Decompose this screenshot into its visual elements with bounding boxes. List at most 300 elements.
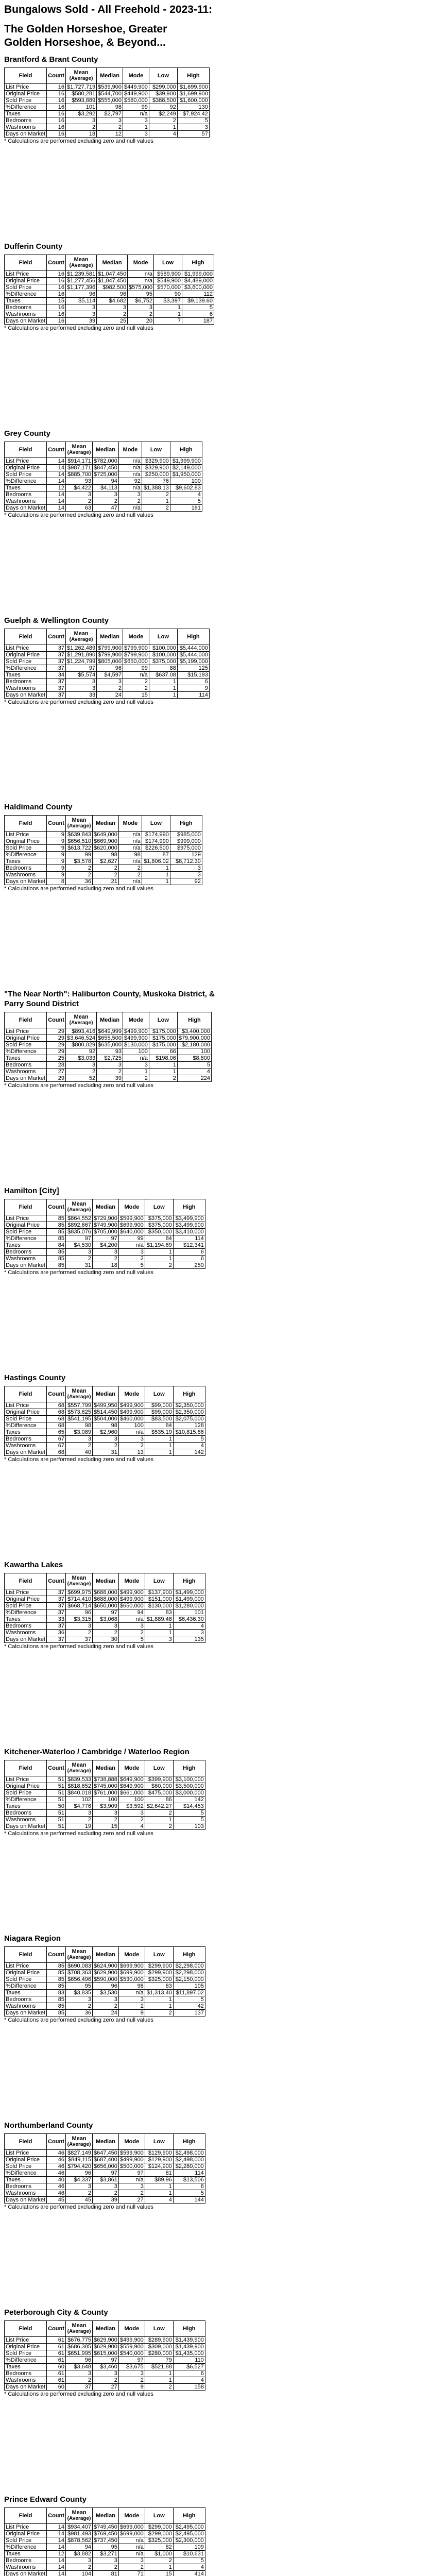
- cell-low: $1,194.69: [145, 1242, 173, 1249]
- cell-high: $10,815.86: [173, 1429, 205, 1435]
- cell-median: $2,627: [93, 858, 119, 865]
- header-median: Median: [97, 1012, 123, 1028]
- page-subtitle: The Golden Horseshoe, Greater Golden Horseshoe, & Beyond...: [4, 23, 167, 48]
- cell-high: 191: [170, 504, 202, 511]
- cell-mode: n/a: [123, 671, 149, 678]
- table-row: [5, 2157, 205, 2163]
- cell-high: 105: [173, 1983, 205, 1990]
- header-high: High: [173, 1199, 205, 1215]
- header-mean-sub: (Average): [67, 2515, 91, 2521]
- cell-mean: 37: [66, 1636, 93, 1642]
- cell-high: $3,410,000: [173, 1229, 205, 1235]
- cell-mean: $4,337: [66, 2177, 93, 2183]
- table-row: [5, 2183, 205, 2190]
- cell-high: 224: [177, 1075, 211, 1082]
- cell-median: 15: [93, 1823, 119, 1829]
- cell-low: 87: [142, 852, 170, 858]
- table-row: [5, 645, 210, 651]
- cell-high: 3: [173, 1629, 205, 1636]
- cell-median: $629,900: [93, 1970, 119, 1976]
- header-mean: [66, 2134, 93, 2150]
- cell-low: 1: [142, 498, 170, 504]
- cell-field: Sold Price: [5, 1415, 47, 1422]
- cell-mode: 3: [123, 117, 149, 124]
- cell-mode: n/a: [118, 2544, 145, 2550]
- table-row: [5, 2163, 205, 2170]
- stats-table: [4, 1573, 205, 1643]
- cell-mean: $835,076: [66, 1229, 93, 1235]
- region-section: [4, 802, 426, 892]
- table-row: [5, 1449, 205, 1455]
- cell-mean: 96: [66, 2170, 93, 2177]
- region-section: [4, 242, 426, 332]
- cell-low: 1: [145, 2370, 173, 2377]
- cell-high: $1,280,000: [173, 1602, 205, 1609]
- cell-field: Days on Market: [5, 504, 47, 511]
- table-row: [5, 2150, 205, 2157]
- table-row: [5, 1235, 205, 1242]
- cell-high: 414: [173, 2570, 205, 2576]
- cell-mode: 99: [123, 665, 149, 671]
- cell-mode: 92: [118, 478, 142, 484]
- table-row: [5, 1222, 205, 1229]
- header-count: Count: [47, 1012, 66, 1028]
- cell-count: 9: [47, 832, 66, 838]
- cell-mean: $849,115: [66, 2157, 93, 2163]
- cell-field: List Price: [5, 645, 47, 651]
- cell-field: Taxes: [5, 111, 47, 117]
- cell-count: 9: [47, 858, 66, 865]
- cell-field: Days on Market: [5, 2570, 47, 2576]
- cell-count: 37: [47, 645, 66, 651]
- cell-mean: 2: [66, 1629, 93, 1636]
- cell-field: Bedrooms: [5, 491, 47, 498]
- cell-high: $1,950,000: [170, 471, 202, 478]
- cell-mean: 96: [66, 2357, 93, 2364]
- table-row: [5, 1609, 205, 1616]
- header-high: High: [173, 1947, 205, 1963]
- cell-field: Sold Price: [5, 2163, 47, 2170]
- region-title: Kawartha Lakes: [4, 1560, 63, 1569]
- header-field: Field: [5, 442, 47, 457]
- cell-high: 114: [177, 691, 209, 698]
- cell-field: Sold Price: [5, 658, 47, 665]
- header-mean-sub: (Average): [69, 76, 93, 81]
- cell-field: Original Price: [5, 464, 47, 471]
- table-row: [5, 2197, 205, 2204]
- cell-median: 18: [93, 1262, 119, 1269]
- cell-mean: $892,667: [66, 1222, 93, 1229]
- cell-mean: 2: [66, 498, 93, 504]
- header-count: Count: [47, 68, 66, 84]
- header-mean-label: Mean: [72, 443, 87, 450]
- cell-field: Washrooms: [5, 1256, 47, 1262]
- cell-median: $504,000: [93, 1415, 119, 1422]
- cell-median: $629,900: [93, 2344, 119, 2350]
- stats-table: [4, 1386, 205, 1456]
- cell-mode: 4: [118, 1823, 145, 1829]
- cell-mean: 98: [66, 1422, 93, 1429]
- header-count: Count: [47, 1199, 66, 1215]
- cell-median: $3,909: [93, 1803, 119, 1809]
- cell-mean: $800,029: [66, 1042, 97, 1048]
- header-high: High: [177, 68, 209, 84]
- cell-mode: n/a: [118, 504, 142, 511]
- cell-mode: n/a: [128, 277, 154, 284]
- cell-high: 5: [173, 2557, 205, 2564]
- cell-count: 14: [47, 464, 66, 471]
- cell-low: $39,900: [149, 91, 177, 97]
- header-median: Median: [97, 255, 128, 270]
- cell-mode: 2: [118, 1816, 145, 1823]
- cell-count: 12: [47, 2550, 66, 2557]
- table-row: [5, 104, 210, 111]
- cell-low: 79: [145, 2357, 173, 2364]
- cell-field: Washrooms: [5, 124, 47, 131]
- cell-median: $749,450: [93, 2523, 119, 2530]
- cell-count: 37: [47, 685, 66, 691]
- cell-count: 67: [47, 1435, 66, 1442]
- cell-mean: 2: [66, 1816, 93, 1823]
- cell-field: List Price: [5, 1028, 47, 1035]
- cell-mean: $1,239,581: [66, 270, 97, 277]
- cell-field: Sold Price: [5, 2350, 47, 2357]
- table-header-row: [5, 1012, 212, 1028]
- cell-field: Sold Price: [5, 1602, 47, 1609]
- cell-count: 27: [47, 1069, 66, 1075]
- cell-median: 3: [93, 1809, 119, 1816]
- cell-mean: 3: [66, 1435, 93, 1442]
- cell-high: 6: [177, 678, 209, 685]
- cell-median: 12: [97, 131, 123, 138]
- cell-count: 51: [47, 1809, 66, 1816]
- table-row: [5, 304, 214, 311]
- cell-low: $130,000: [145, 1602, 173, 1609]
- cell-field: Bedrooms: [5, 2370, 47, 2377]
- region-section: [4, 2308, 426, 2398]
- cell-mode: 5: [118, 1262, 145, 1269]
- cell-mode: 9: [118, 2384, 145, 2391]
- cell-median: 2: [97, 685, 123, 691]
- cell-median: $4,113: [93, 484, 119, 491]
- table-header-row: [5, 1573, 205, 1589]
- table-row: [5, 838, 202, 845]
- header-field: Field: [5, 1573, 47, 1589]
- cell-mode: 1: [123, 124, 149, 131]
- cell-mode: n/a: [123, 111, 149, 117]
- cell-mode: 20: [128, 317, 154, 324]
- cell-count: 65: [47, 1429, 66, 1435]
- cell-field: Washrooms: [5, 1069, 47, 1075]
- header-high: High: [170, 442, 202, 457]
- cell-high: $3,600,000: [182, 284, 214, 291]
- cell-mean: $3,578: [66, 858, 93, 865]
- cell-mean: 3: [66, 678, 97, 685]
- cell-median: $3,068: [93, 1616, 119, 1622]
- cell-count: 28: [47, 1062, 66, 1069]
- cell-field: Washrooms: [5, 1629, 47, 1636]
- cell-mode: n/a: [118, 832, 142, 838]
- header-low: Low: [145, 1947, 173, 1963]
- cell-mode: $599,900: [118, 2150, 145, 2157]
- cell-mean: $4,422: [66, 484, 93, 491]
- cell-field: Bedrooms: [5, 1062, 47, 1069]
- cell-median: 2: [93, 2377, 119, 2384]
- cell-low: $60,000: [145, 1783, 173, 1789]
- cell-mode: 2: [118, 2190, 145, 2197]
- table-row: [5, 1249, 205, 1256]
- cell-count: 37: [47, 1602, 66, 1609]
- cell-low: 15: [145, 2570, 173, 2576]
- cell-field: List Price: [5, 457, 47, 464]
- cell-low: 1: [145, 1996, 173, 2003]
- table-row: [5, 2344, 205, 2350]
- table-row: [5, 311, 214, 317]
- cell-high: 135: [173, 1636, 205, 1642]
- header-mean-sub: (Average): [67, 449, 91, 455]
- cell-median: $590,000: [93, 1976, 119, 1983]
- cell-high: $6,436.30: [173, 1616, 205, 1622]
- cell-mean: $690,083: [66, 1963, 93, 1970]
- cell-mode: n/a: [118, 1429, 145, 1435]
- table-row: [5, 1055, 212, 1062]
- header-mean-label: Mean: [74, 1014, 89, 1021]
- cell-field: Sold Price: [5, 97, 47, 104]
- cell-mode: n/a: [118, 2177, 145, 2183]
- cell-mean: $593,889: [66, 97, 97, 104]
- table-header-row: [5, 2321, 205, 2337]
- cell-high: 5: [173, 1996, 205, 2003]
- region-title: Peterborough City & County: [4, 2308, 108, 2317]
- cell-mode: 9: [118, 2010, 145, 2016]
- cell-mean: $839,533: [66, 1776, 93, 1783]
- cell-count: 46: [47, 2163, 66, 2170]
- table-row: [5, 2350, 205, 2357]
- header-mean: [66, 816, 93, 832]
- cell-low: $151,000: [145, 1596, 173, 1602]
- cell-low: 82: [145, 2544, 173, 2550]
- cell-count: 85: [47, 1996, 66, 2003]
- table-row: [5, 504, 202, 511]
- cell-high: 137: [173, 2010, 205, 2016]
- cell-mode: 98: [118, 852, 142, 858]
- cell-mode: 2: [118, 872, 142, 878]
- cell-field: Bedrooms: [5, 1249, 47, 1256]
- cell-count: 85: [47, 1983, 66, 1990]
- cell-median: 2: [93, 498, 119, 504]
- cell-count: 51: [47, 1796, 66, 1803]
- table-header-row: [5, 255, 214, 270]
- header-field: Field: [5, 1199, 47, 1215]
- cell-mode: 2: [118, 1256, 145, 1262]
- table-body: [5, 1776, 205, 1829]
- cell-low: 81: [145, 2170, 173, 2177]
- table-header-row: [5, 1760, 205, 1776]
- cell-low: $198.06: [149, 1055, 177, 1062]
- cell-mean: 101: [66, 104, 97, 111]
- cell-low: $299,900: [145, 1970, 173, 1976]
- cell-field: Bedrooms: [5, 2557, 47, 2564]
- cell-mean: $3,835: [66, 1990, 93, 1996]
- cell-mode: $3,592: [118, 1803, 145, 1809]
- cell-low: $521.88: [145, 2364, 173, 2370]
- footnote: * Calculations are performed excluding zero and null values: [4, 512, 153, 518]
- header-mode: Mode: [118, 1947, 145, 1963]
- header-mean-sub: (Average): [67, 1394, 91, 1400]
- cell-high: 4: [177, 1069, 211, 1075]
- footnote: * Calculations are performed excluding zero and null values: [4, 1830, 153, 1837]
- table-body: [5, 2150, 205, 2204]
- table-row: [5, 1035, 212, 1042]
- cell-median: 97: [93, 1235, 119, 1242]
- cell-low: $175,000: [149, 1042, 177, 1048]
- table-row: [5, 2190, 205, 2197]
- cell-mode: n/a: [118, 858, 142, 865]
- header-low: Low: [145, 1760, 173, 1776]
- cell-high: 4: [173, 1622, 205, 1629]
- header-mean-label: Mean: [72, 2509, 87, 2516]
- cell-median: $629,900: [93, 2337, 119, 2344]
- header-mean: [66, 1386, 93, 1402]
- cell-median: $769,450: [93, 2530, 119, 2537]
- cell-mean: 2: [66, 2564, 93, 2570]
- cell-field: Days on Market: [5, 131, 47, 138]
- cell-count: 16: [47, 84, 66, 91]
- cell-low: $1,000: [145, 2550, 173, 2557]
- cell-count: 29: [47, 1042, 66, 1048]
- cell-mean: 36: [66, 2010, 93, 2016]
- cell-count: 68: [47, 1402, 66, 1409]
- cell-mode: $799,900: [123, 645, 149, 651]
- cell-high: 6: [182, 311, 214, 317]
- cell-count: 16: [47, 104, 66, 111]
- cell-field: Original Price: [5, 1783, 47, 1789]
- cell-count: 61: [47, 2344, 66, 2350]
- table-row: [5, 284, 214, 291]
- cell-count: 68: [47, 1422, 66, 1429]
- cell-high: $8,800: [177, 1055, 211, 1062]
- cell-low: 2: [145, 2010, 173, 2016]
- cell-median: 3: [97, 117, 123, 124]
- cell-median: $725,000: [93, 471, 119, 478]
- cell-field: Bedrooms: [5, 117, 47, 124]
- cell-median: $647,450: [93, 2150, 119, 2157]
- cell-field: %Difference: [5, 1422, 47, 1429]
- header-count: Count: [47, 629, 66, 645]
- cell-count: 37: [47, 691, 66, 698]
- stats-table: [4, 442, 202, 512]
- cell-high: 100: [170, 478, 202, 484]
- cell-field: Taxes: [5, 1429, 47, 1435]
- header-low: Low: [142, 816, 170, 832]
- cell-high: $1,699,900: [177, 91, 209, 97]
- cell-median: $805,000: [97, 658, 123, 665]
- cell-mode: 1: [123, 1069, 149, 1075]
- cell-mode: n/a: [118, 1242, 145, 1249]
- cell-field: Bedrooms: [5, 678, 47, 685]
- table-row: [5, 678, 210, 685]
- cell-median: 30: [93, 1636, 119, 1642]
- cell-median: 3: [93, 1622, 119, 1629]
- table-row: [5, 872, 202, 878]
- cell-mean: 31: [66, 1262, 93, 1269]
- table-row: [5, 1803, 205, 1809]
- stats-table: [4, 2320, 205, 2391]
- cell-median: 2: [93, 1256, 119, 1262]
- cell-field: List Price: [5, 1215, 47, 1222]
- cell-mode: $649,900: [118, 1783, 145, 1789]
- cell-low: 76: [142, 478, 170, 484]
- cell-mode: $650,000: [118, 1602, 145, 1609]
- cell-median: 2: [97, 124, 123, 131]
- cell-mean: $840,018: [66, 1789, 93, 1796]
- cell-median: $1,047,450: [97, 270, 128, 277]
- stats-table: [4, 2133, 205, 2204]
- cell-count: 85: [47, 1970, 66, 1976]
- table-body: [5, 1215, 205, 1269]
- header-mean: [66, 442, 93, 457]
- cell-low: $329,900: [142, 457, 170, 464]
- cell-mean: $827,149: [66, 2150, 93, 2157]
- table-header-row: [5, 1947, 205, 1963]
- cell-low: $570,000: [154, 284, 182, 291]
- header-median: Median: [93, 2507, 119, 2523]
- cell-mean: 33: [66, 691, 97, 698]
- cell-mean: 3: [66, 685, 97, 691]
- cell-count: 25: [47, 1055, 66, 1062]
- header-count: Count: [47, 1573, 66, 1589]
- cell-median: 97: [93, 2357, 119, 2364]
- cell-mode: 2: [128, 311, 154, 317]
- cell-high: $12,341: [173, 1242, 205, 1249]
- region-section: [4, 1934, 426, 2024]
- cell-low: 7: [154, 317, 182, 324]
- cell-high: 5: [177, 1062, 211, 1069]
- cell-count: 61: [47, 2357, 66, 2364]
- cell-median: 2: [93, 2564, 119, 2570]
- cell-count: 16: [47, 317, 66, 324]
- cell-median: 100: [93, 1796, 119, 1803]
- header-count: Count: [47, 2507, 66, 2523]
- table-row: [5, 858, 202, 865]
- cell-mean: $1,262,489: [66, 645, 97, 651]
- cell-mean: $893,416: [66, 1028, 97, 1035]
- cell-mode: 3: [123, 131, 149, 138]
- cell-count: 14: [47, 2530, 66, 2537]
- cell-count: 40: [47, 2177, 66, 2183]
- cell-mode: 97: [118, 2170, 145, 2177]
- cell-low: 1: [145, 1249, 173, 1256]
- cell-field: Days on Market: [5, 1075, 47, 1082]
- cell-field: %Difference: [5, 291, 47, 297]
- cell-median: 3: [93, 1996, 119, 2003]
- cell-field: Sold Price: [5, 845, 47, 852]
- cell-field: Taxes: [5, 1242, 47, 1249]
- cell-median: 39: [93, 2197, 119, 2204]
- header-mean-sub: (Average): [69, 636, 93, 642]
- cell-low: $174,990: [142, 838, 170, 845]
- header-median: Median: [93, 1947, 119, 1963]
- cell-mode: $499,900: [123, 1028, 149, 1035]
- cell-mean: $4,776: [66, 1803, 93, 1809]
- cell-median: $749,900: [93, 1222, 119, 1229]
- cell-median: 97: [93, 1609, 119, 1616]
- header-mean-sub: (Average): [67, 2142, 91, 2148]
- cell-high: 187: [182, 317, 214, 324]
- cell-mode: n/a: [123, 1055, 149, 1062]
- footnote: * Calculations are performed excluding zero and null values: [4, 886, 153, 892]
- stats-table: [4, 629, 210, 699]
